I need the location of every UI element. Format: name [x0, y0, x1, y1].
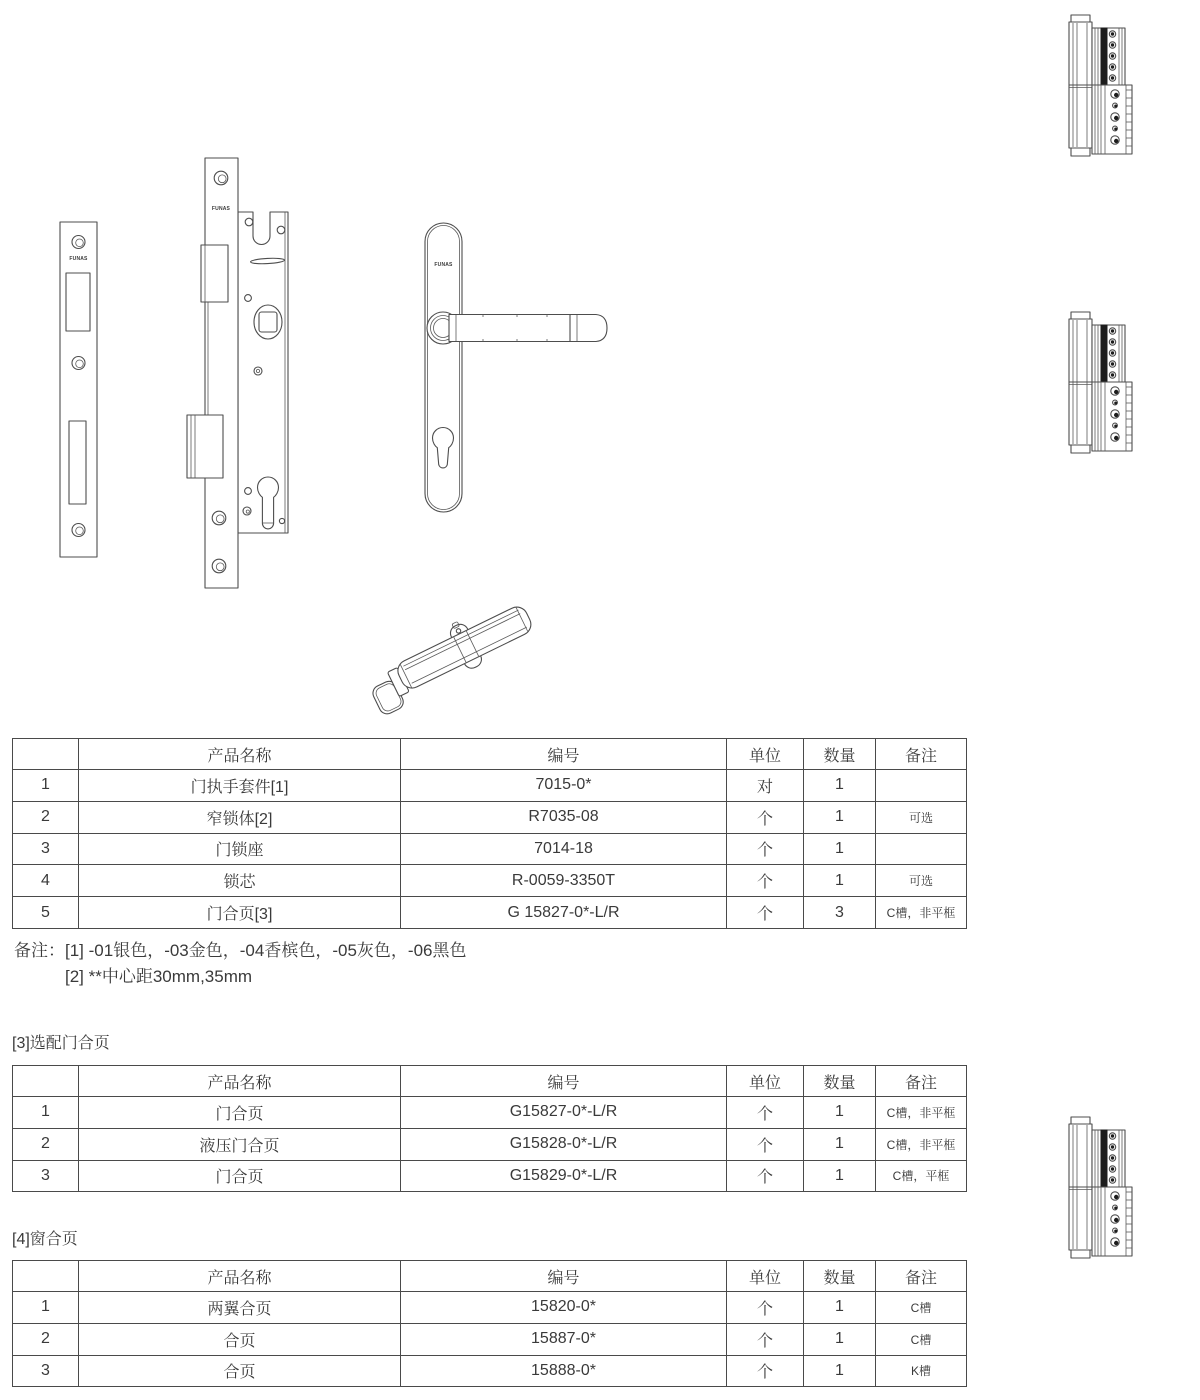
table-row	[13, 1160, 967, 1192]
cell: 1	[804, 1323, 876, 1355]
cell: 5	[13, 897, 79, 929]
cell: 1	[804, 770, 876, 802]
table-row	[13, 1097, 967, 1129]
table-row	[13, 865, 967, 897]
remark-cell: C槽	[876, 1323, 967, 1355]
cell: 个	[727, 1160, 804, 1192]
column-header	[13, 1066, 79, 1097]
cell: 合页	[79, 1355, 401, 1387]
notes-label: 备注：	[14, 941, 65, 960]
cell: 个	[727, 833, 804, 865]
lock-cylinder-drawing	[355, 588, 540, 723]
cell: R-0059-3350T	[401, 865, 727, 897]
table-row	[13, 897, 967, 929]
column-header	[13, 1261, 79, 1292]
cell: 15888-0*	[401, 1355, 727, 1387]
cell: R7035-08	[401, 801, 727, 833]
cell: G15828-0*-L/R	[401, 1128, 727, 1160]
table-row	[13, 1128, 967, 1160]
cell: 个	[727, 1355, 804, 1387]
cell: 锁芯	[79, 865, 401, 897]
remark-cell: C槽，非平框	[876, 897, 967, 929]
column-header: 产品名称	[79, 1261, 401, 1292]
cell: 1	[804, 1292, 876, 1324]
cell: 1	[804, 1355, 876, 1387]
notes-line-2: [2] **中心距30mm,35mm	[65, 967, 253, 986]
remark-cell: 可选	[876, 801, 967, 833]
door-handle-set-drawing	[413, 215, 613, 520]
remark-cell: C槽，非平框	[876, 1128, 967, 1160]
cell: 3	[13, 1160, 79, 1192]
svg-text:FUNAS: FUNAS	[69, 256, 88, 262]
section3-title: [3]选配门合页	[12, 1035, 110, 1052]
cell: 个	[727, 897, 804, 929]
cell: 3	[804, 897, 876, 929]
table-row	[13, 770, 967, 802]
cell: 1	[13, 1292, 79, 1324]
table-row	[13, 1355, 967, 1387]
parts-table-main	[12, 738, 967, 929]
column-header: 编号	[401, 739, 727, 770]
cell: 窄锁体[2]	[79, 801, 401, 833]
remark-cell	[876, 833, 967, 865]
cell: 门执手套件[1]	[79, 770, 401, 802]
remark-cell: C槽	[876, 1292, 967, 1324]
door-hinge-drawing	[1064, 14, 1144, 162]
cell: G15827-0*-L/R	[401, 1097, 727, 1129]
notes-block	[14, 938, 466, 990]
cell: 个	[727, 865, 804, 897]
cell: 1	[804, 801, 876, 833]
cell: 个	[727, 1128, 804, 1160]
column-header: 单位	[727, 739, 804, 770]
table-row	[13, 1323, 967, 1355]
cell: 个	[727, 1097, 804, 1129]
column-header: 备注	[876, 1066, 967, 1097]
column-header	[13, 739, 79, 770]
column-header: 产品名称	[79, 739, 401, 770]
cell: 门合页[3]	[79, 897, 401, 929]
cell: 3	[13, 1355, 79, 1387]
column-header: 备注	[876, 1261, 967, 1292]
cell: 个	[727, 1323, 804, 1355]
parts-table-door-hinges	[12, 1065, 967, 1192]
column-header: 产品名称	[79, 1066, 401, 1097]
cell: 3	[13, 833, 79, 865]
remark-cell: C槽，非平框	[876, 1097, 967, 1129]
column-header: 备注	[876, 739, 967, 770]
cell: 合页	[79, 1323, 401, 1355]
cell: 1	[13, 1097, 79, 1129]
door-hinge-drawing	[1064, 1116, 1144, 1264]
column-header: 编号	[401, 1066, 727, 1097]
cell: 液压门合页	[79, 1128, 401, 1160]
cell: G15829-0*-L/R	[401, 1160, 727, 1192]
column-header: 单位	[727, 1261, 804, 1292]
cell: 1	[804, 1128, 876, 1160]
column-header: 数量	[804, 1066, 876, 1097]
parts-table-window-hinges	[12, 1260, 967, 1387]
door-hinge-drawing	[1064, 311, 1144, 459]
cell: 2	[13, 1323, 79, 1355]
cell: 2	[13, 1128, 79, 1160]
cell: 门锁座	[79, 833, 401, 865]
column-header: 数量	[804, 739, 876, 770]
remark-cell: 可选	[876, 865, 967, 897]
cell: 2	[13, 801, 79, 833]
table-row	[13, 833, 967, 865]
cell: 1	[804, 833, 876, 865]
cell: 4	[13, 865, 79, 897]
cell: 个	[727, 801, 804, 833]
table-row	[13, 1292, 967, 1324]
column-header: 编号	[401, 1261, 727, 1292]
cell: 7014-18	[401, 833, 727, 865]
svg-text:FUNAS: FUNAS	[211, 206, 231, 212]
cell: 对	[727, 770, 804, 802]
cell: 门合页	[79, 1097, 401, 1129]
cell: 15820-0*	[401, 1292, 727, 1324]
column-header: 数量	[804, 1261, 876, 1292]
svg-text:FUNAS: FUNAS	[434, 262, 453, 268]
cell: 1	[804, 1097, 876, 1129]
door-strike-plate-drawing	[55, 215, 105, 565]
narrow-lock-body-drawing	[185, 150, 295, 595]
column-header: 单位	[727, 1066, 804, 1097]
table-row	[13, 801, 967, 833]
cell: 个	[727, 1292, 804, 1324]
cell: 7015-0*	[401, 770, 727, 802]
cell: 1	[804, 1160, 876, 1192]
cell: 1	[13, 770, 79, 802]
cell: 1	[804, 865, 876, 897]
remark-cell: C槽，平框	[876, 1160, 967, 1192]
cell: 15887-0*	[401, 1323, 727, 1355]
remark-cell: K槽	[876, 1355, 967, 1387]
section4-title: [4]窗合页	[12, 1231, 78, 1248]
cell: 门合页	[79, 1160, 401, 1192]
cell: 两翼合页	[79, 1292, 401, 1324]
cell: G 15827-0*-L/R	[401, 897, 727, 929]
remark-cell	[876, 770, 967, 802]
notes-line-1: [1] -01银色，-03金色，-04香槟色，-05灰色，-06黑色	[65, 941, 467, 960]
